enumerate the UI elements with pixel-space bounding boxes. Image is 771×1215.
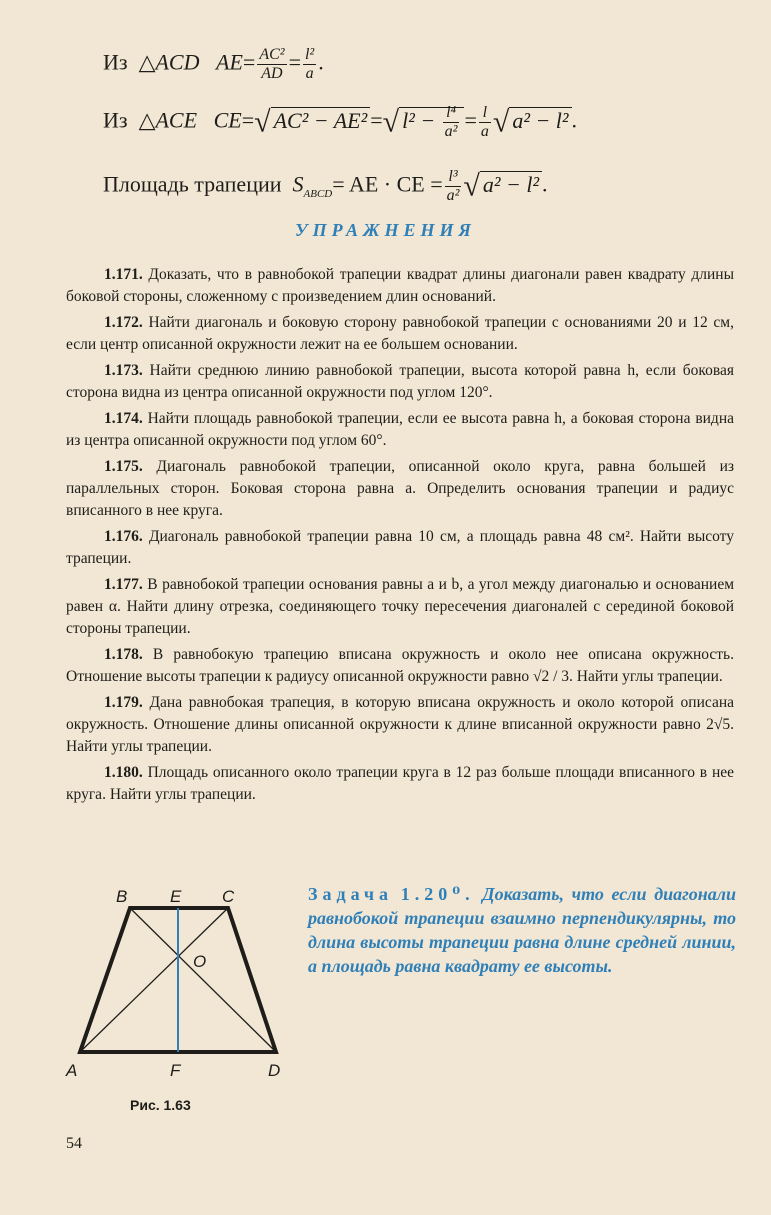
exercise-item: 1.171. Доказать, что в равнобокой трапеции квадрат длины диагонали равен квадрату длины боковой стороны, сложенному с произведением длин оснований. bbox=[66, 266, 734, 305]
formula-line-1: Из △ACD AE= $\frac{\text{AC²}}{AD}$ = $\frac{\text{l²}}{a}$ . bbox=[103, 46, 324, 82]
formula-triangle: △ACD bbox=[138, 49, 200, 75]
point-label-o: O bbox=[193, 952, 207, 971]
point-label-c: C bbox=[222, 887, 235, 906]
point-label-e: E bbox=[170, 887, 182, 906]
page-number: 54 bbox=[66, 1135, 82, 1152]
formula-prefix: Из bbox=[103, 107, 128, 133]
point-label-f: F bbox=[170, 1061, 181, 1080]
formula-triangle: △ACE bbox=[138, 107, 198, 133]
exercise-item: 1.172. Найти диагональ и боковую сторону равнобокой трапеции с основаниями 20 и 12 см, если центр описанной окружности лежит на ее большем основании. bbox=[66, 314, 734, 353]
radicand: a² − l² bbox=[480, 171, 542, 197]
exercise-item: 1.177. В равнобокой трапеции основания равны a и b, а угол между диагональю и основанием равен α. Найти длину отрезка, соединяющего точку пересечения диагоналей с серединой боковой стороны трапеции. bbox=[66, 576, 735, 637]
formula-line-2: Из △ACE CE=√ AC² − AE² =√ l² − $\frac{\text{l⁴}}{\text{a²}}$ = $\frac{l}{a}$ √ a² − l² . bbox=[103, 104, 578, 140]
radicand: a² − l² bbox=[509, 107, 571, 133]
task-label: Задача bbox=[308, 884, 394, 904]
radical-sign: √ bbox=[382, 105, 400, 139]
task-number: 1.20⁰. bbox=[400, 884, 475, 904]
exercise-item: 1.179. Дана равнобокая трапеция, в которую вписана окружность и около которой описана окружность. Отношение длины описанной окружности к длине вписанной окружности равно 2√5. Найти углы трапеции. bbox=[66, 694, 734, 755]
radicand: AC² − AE² bbox=[271, 107, 371, 133]
fraction: $\frac{\text{l³}}{\text{a²}}$ bbox=[446, 168, 460, 204]
formula-lhs: AE bbox=[216, 49, 243, 75]
radical-sign: √ bbox=[492, 105, 510, 139]
point-label-d: D bbox=[268, 1061, 281, 1080]
diagonal-ac bbox=[80, 908, 228, 1052]
radicand: l² − $\frac{\text{l⁴}}{\text{a²}}$ bbox=[399, 107, 464, 133]
formula-prefix: Площадь трапеции bbox=[103, 171, 282, 197]
radical-sign: √ bbox=[463, 169, 480, 203]
exercise-item: 1.178. В равнобокую трапецию вписана окружность и около нее описана окружность. Отношение высоты трапеции к радиусу описанной окружности равно √2 / 3. Найти углы трапеции. bbox=[66, 646, 734, 685]
task-text: Доказать, что если диагонали равнобокой трапеции взаимно перпендикулярны, то длина высоты трапеции равна длине средней линии, а площадь равна квадрату ее высоты. bbox=[308, 884, 737, 976]
section-title: УПРАЖНЕНИЯ bbox=[295, 220, 476, 240]
formula-lhs: S bbox=[292, 171, 304, 197]
exercise-item: 1.180. Площадь описанного около трапеции круга в 12 раз больше площади вписанного в нее круга. Найти углы трапеции. bbox=[66, 764, 734, 803]
fraction: $\frac{\text{AC²}}{AD}$ bbox=[259, 46, 285, 82]
fraction: $\frac{l}{a}$ bbox=[480, 104, 489, 140]
exercise-list bbox=[66, 264, 734, 810]
point-label-b: B bbox=[116, 887, 128, 906]
formula-prefix: Из bbox=[103, 49, 128, 75]
figure-caption: Рис. 1.63 bbox=[130, 1097, 191, 1113]
exercise-item: 1.175. Диагональ равнобокой трапеции, описанной около круга, равна большей из параллельных сторон. Боковая сторона равна a. Определить основания трапеции и радиус вписанного в нее круга. bbox=[66, 458, 734, 519]
exercise-item: 1.173. Найти среднюю линию равнобокой трапеции, высота которой равна h, если боковая сторона видна из центра описанной окружности под углом 120°. bbox=[66, 362, 735, 401]
exercise-item: 1.174. Найти площадь равнобокой трапеции, если ее высота равна h, а боковая сторона видна из центра описанной окружности под углом 60°. bbox=[66, 410, 734, 449]
formula-eq: = bbox=[242, 49, 256, 75]
fraction: $\frac{\text{l⁴}}{\text{a²}}$ bbox=[444, 104, 458, 140]
point-label-a: A bbox=[66, 1061, 78, 1080]
radical-sign: √ bbox=[254, 105, 271, 139]
trapezoid-figure bbox=[60, 882, 300, 1082]
formula-lhs: CE bbox=[213, 107, 242, 133]
fraction: $\frac{\text{l²}}{a}$ bbox=[304, 46, 315, 82]
formula-line-3: Площадь трапеции $S_{ABCD}=$ AE · CE = $\frac{\text{l³}}{\text{a²}}$ √ a² − l² . bbox=[103, 168, 548, 204]
task-block bbox=[308, 882, 736, 978]
exercise-item: 1.176. Диагональ равнобокой трапеции равна 10 см, а площадь равна 48 см². Найти высоту трапеции. bbox=[66, 528, 734, 567]
